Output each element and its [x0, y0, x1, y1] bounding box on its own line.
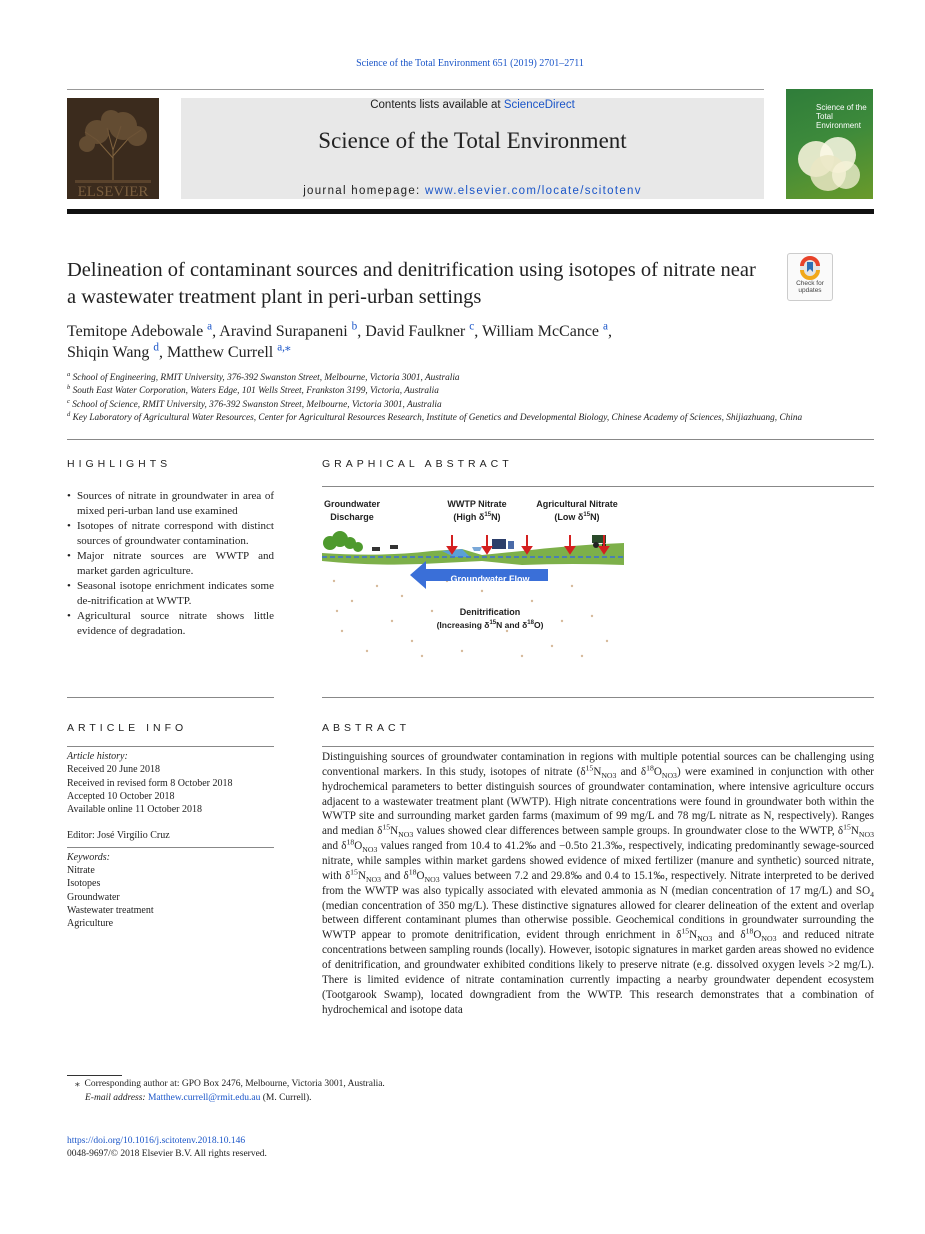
- history-item: Received 20 June 2018: [67, 764, 161, 776]
- homepage-link[interactable]: www.elsevier.com/locate/scitotenv: [425, 185, 642, 197]
- copyright: 0048-9697/© 2018 Elsevier B.V. All rights reserved.: [67, 1149, 267, 1159]
- journal-title: Science of the Total Environment: [318, 128, 627, 153]
- keyword[interactable]: Agriculture: [67, 918, 114, 930]
- article-info: [67, 750, 274, 931]
- ga-label-flow: Groundwater Flow: [450, 574, 530, 584]
- journal-cover[interactable]: [786, 89, 873, 199]
- ga-bottom-rule: [322, 697, 874, 698]
- header-top-rule: [67, 89, 764, 90]
- email-link[interactable]: Matthew.currell@rmit.edu.au: [147, 1092, 261, 1103]
- ga-cattle-icon: [372, 545, 398, 551]
- keywords-label: Keywords:: [67, 851, 110, 863]
- journal-homepage: [181, 185, 764, 197]
- graphical-abstract-rule: [322, 486, 874, 487]
- ga-ground-surface: [322, 543, 624, 565]
- check-for-updates-button[interactable]: [787, 253, 833, 301]
- keyword[interactable]: Nitrate: [67, 865, 95, 877]
- abstract-body: Distinguishing sources of groundwater contamination in regions with multiple potential sources can be challenging using conventional markers. In this study, isotopes of nitrate ($\delta^{15}N_{NO3}$ and $\delta^{18}O_{NO3}$) were examined in conjunction with other hydrochemical parameters to better distinguish sources of groundwater contamination, where intensive agriculture occurs adjacent to a wastewater treatment plant (WWTP). High nitrate concentrations were found in groundwater both within the WWTP site and surrounding market garden farms (maximum of 99 mg/L and 78 mg/L nitrate as N, respectively). Ranges and median $\delta^{15}N_{NO3}$ values showed clear differences between sample groups. In groundwater close to the WWTP, $\delta^{15}N_{NO3}$ and $\delta^{18}O_{NO3}$ values ranged from 10.4 to 41.2‰ and −0.5to 21.3‰, respectively, indicating predominantly sewage-sourced nitrate, while samples within market gardens showed evidence of mixed fertilizer (manure and synthetic) sourced nitrate, with $\delta^{15}N_{NO3}$ and $\delta^{18}O_{NO3}$ values between 7.2 and 29.8‰ and 0.4 to 15.1‰, respectively. Nitrate interpreted to be derived from the WWTP was also typically associated with elevated ammonia as N (median concentration of 17 mg/L) and $SO_4$ (median concentration of 350 mg/L). These distinctive signatures allowed for clearer delineation of the extent and overlap between different contaminant plumes than otherwise possible. Geochemical conditions in groundwater surrounding the WWTP appear to promote denitrification, evident through enrichment in $\delta^{15}N_{NO3}$ and $\delta^{18}O_{NO3}$ and reduced nitrate concentrations between sampling rounds (locally). However, isotopic signatures in market garden areas showed no evidence of denitrification, and groundwater exhibited conditions likely to preserve nitrate (e.g. dissolved oxygen levels >2 mg/L). There is limited evidence of nitrate contamination currently impacting a nearby groundwater dependent ecosystem (Tootgarook Swamp), located downgradient from the WWTP. This research demonstrates that a combination of hydrochemical and isotope data: [322, 751, 874, 1016]
- affiliations: [67, 372, 887, 425]
- ga-label-discharge-2: Discharge: [330, 512, 374, 522]
- ga-label-agricultural-2: (Low $\delta^{15}N$): [554, 512, 600, 522]
- cover-title: Science of the Total Environment: [816, 103, 867, 130]
- highlights-heading: HIGHLIGHTS: [67, 458, 172, 470]
- aquifer-speckles-icon: [333, 580, 608, 657]
- author[interactable]: Temitope Adebowale $^a$: [67, 320, 213, 340]
- crossmark-icon: [788, 254, 832, 280]
- article-info-heading: ARTICLE INFO: [67, 722, 188, 734]
- affiliation: $^d$ Key Laboratory of Agricultural Water Resources, Center for Agricultural Resources Research, Institute of Genetics and Developmental Biology, Chinese Academy of Sciences, Shijiazhuang, China: [67, 410, 803, 423]
- article-info-rule: [67, 746, 274, 747]
- doi-block: [67, 1135, 267, 1161]
- ga-label-agricultural: Agricultural Nitrate: [536, 499, 618, 509]
- history-item: Available online 11 October 2018: [67, 804, 202, 816]
- ga-label-denitrification: Denitrification: [459, 607, 521, 617]
- footnote-rule: [67, 1075, 122, 1076]
- affiliation: $^a$ School of Engineering, RMIT University, 376-392 Swanston Street, Melbourne, Victoria 3001, Australia: [67, 370, 460, 383]
- graphical-abstract-svg: [322, 491, 624, 663]
- ga-label-wwtp-2: (High $\delta^{15}N$): [453, 512, 501, 522]
- corresponding-author-footnote: [67, 1078, 667, 1105]
- footnote-star: ⁎: [75, 1079, 80, 1089]
- header-thick-rule: [67, 209, 874, 214]
- highlights-bottom-rule: [67, 697, 274, 698]
- email-suffix: (M. Currell).: [262, 1092, 312, 1103]
- author[interactable]: William McCance $^a$: [481, 320, 608, 340]
- contents-availability: [181, 99, 764, 111]
- article-title: Delineation of contaminant sources and denitrification using isotopes of nitrate near a wastewater treatment plant in peri-urban settings: [67, 259, 756, 308]
- email-label: E-mail address:: [85, 1092, 146, 1103]
- keyword[interactable]: Groundwater: [67, 891, 120, 903]
- author[interactable]: Matthew Currell $^{a,⁎}$: [167, 341, 291, 361]
- ga-label-discharge: Groundwater: [323, 499, 381, 509]
- author[interactable]: Shiqin Wang $^d$: [67, 341, 160, 361]
- check-for-updates-label: Check for updates: [796, 280, 824, 294]
- keywords-rule: [67, 847, 274, 848]
- author[interactable]: Aravind Surapaneni $^b$: [219, 320, 358, 340]
- ga-label-denitrification-2: (Increasing $\delta^{15}N$ and $\delta^{18}O$): [436, 620, 544, 630]
- affiliations-rule: [67, 439, 874, 440]
- abstract-rule: [322, 746, 874, 747]
- keyword[interactable]: Isotopes: [67, 878, 101, 890]
- doi-link[interactable]: https://doi.org/10.1016/j.scitotenv.2018.10.146: [67, 1136, 246, 1146]
- history-label: Article history:: [67, 751, 128, 762]
- graphical-abstract-figure[interactable]: [322, 491, 624, 663]
- highlight-item: • Agricultural source nitrate shows little evidence of degradation.: [67, 609, 274, 639]
- highlights-list: [67, 489, 274, 639]
- homepage-prefix: journal homepage:: [303, 185, 426, 197]
- author[interactable]: David Faulkner $^c$: [365, 320, 475, 340]
- highlight-item: • Seasonal isotope enrichment indicates some de-nitrification at WWTP.: [67, 579, 274, 609]
- ga-wwtp-buildings-icon: [472, 539, 514, 551]
- journal-citation[interactable]: Science of the Total Environment 651 (2019) 2701–2711: [356, 58, 584, 69]
- highlight-item: • Major nitrate sources are WWTP and market garden agriculture.: [67, 549, 274, 579]
- affiliation: $^b$ South East Water Corporation, Waters Edge, 101 Wells Street, Frankston 3199, Victoria, Australia: [67, 384, 439, 397]
- history-item: Accepted 10 October 2018: [67, 790, 175, 802]
- corresponding-text: Corresponding author at: GPO Box 2476, Melbourne, Victoria 3001, Australia.: [84, 1079, 385, 1089]
- editor: Editor: José Virgílio Cruz: [67, 830, 170, 842]
- elsevier-logo[interactable]: [67, 98, 159, 199]
- svg-text:ELSEVIER: ELSEVIER: [77, 184, 149, 199]
- sciencedirect-link[interactable]: ScienceDirect: [503, 99, 575, 111]
- highlight-item: • Sources of nitrate in groundwater in area of mixed peri-urban land use examined: [67, 489, 274, 519]
- highlight-item: • Isotopes of nitrate correspond with distinct sources of groundwater contamination.: [67, 519, 274, 549]
- ga-label-wwtp: WWTP Nitrate: [447, 499, 507, 509]
- graphical-abstract-heading: GRAPHICAL ABSTRACT: [322, 458, 513, 470]
- history-item: Received in revised form 8 October 2018: [67, 777, 233, 789]
- abstract-heading: ABSTRACT: [322, 722, 411, 734]
- contents-prefix: Contents lists available at: [370, 99, 504, 111]
- affiliation: $^c$ School of Science, RMIT University, 376-392 Swanston Street, Melbourne, Victoria 3001, Australia: [67, 397, 442, 410]
- elsevier-tree-icon: [67, 98, 159, 199]
- author-list: Temitope Adebowale $^a$, Aravind Surapaneni $^b$, David Faulkner $^c$, William McCance $^a$, Shiqin Wang $^d$, Matthew Currell $^{a,⁎}$: [67, 320, 612, 361]
- ga-trees-icon: [323, 531, 363, 552]
- keyword[interactable]: Wastewater treatment: [67, 904, 154, 916]
